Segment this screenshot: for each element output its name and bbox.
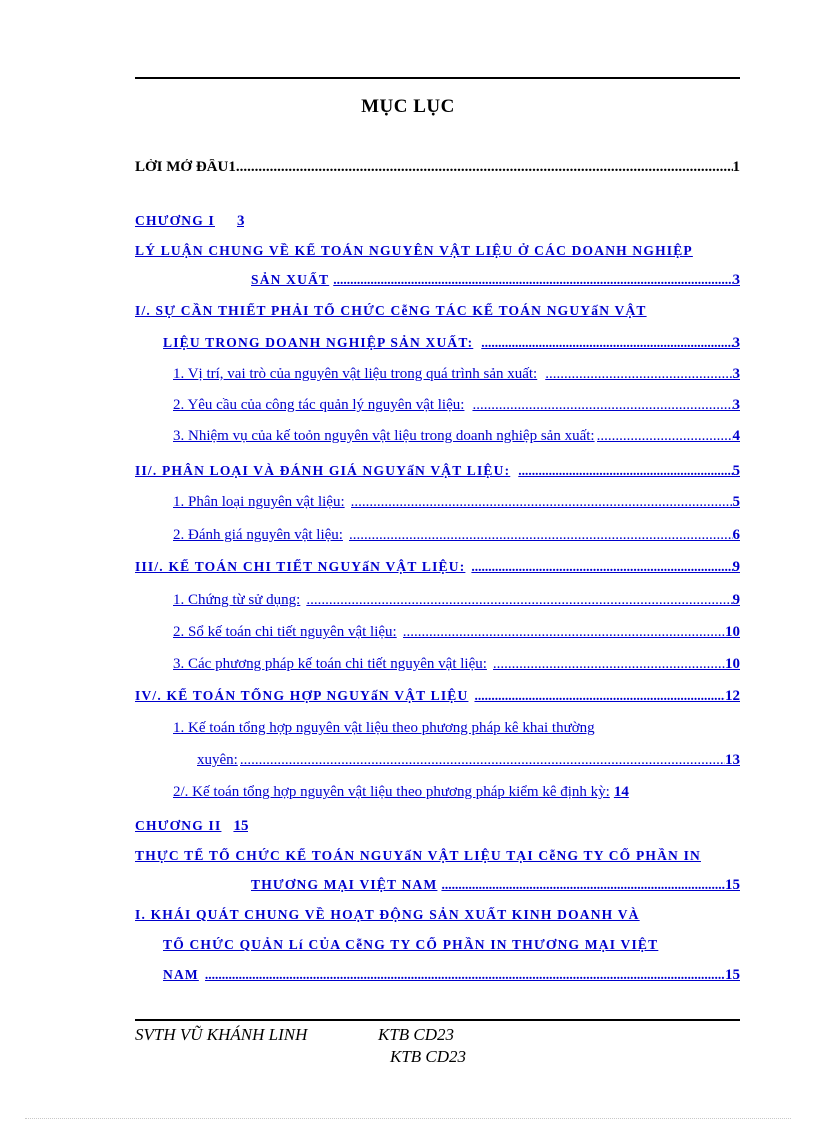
toc-entry-page: 4 (732, 428, 740, 444)
toc-entry-label: LIỆU TRONG DOANH NGHIỆP SẢN XUẤT: (163, 335, 474, 350)
toc-entry-1-2[interactable] (173, 397, 740, 414)
toc-entry-label: LÝ LUẬN CHUNG VỀ KẾ TOÁN NGUYÊN VẬT LIỆU Ở CÁC DOANH NGHIỆP (135, 243, 693, 258)
toc-entry-chapter-2-title[interactable] (135, 848, 740, 864)
toc-entry-page: 9 (732, 592, 740, 608)
dot-leader (493, 656, 725, 673)
toc-entry-page: 3 (236, 213, 245, 229)
toc-title: MỤC LỤC (361, 96, 455, 117)
toc-entry-2-1[interactable] (173, 494, 740, 511)
footer-rule (135, 1019, 740, 1021)
toc-entry-page: 3 (732, 366, 740, 382)
toc-entry-page: 15 (233, 818, 249, 834)
toc-entry-page: 5 (732, 463, 740, 479)
toc-entry-section-4[interactable] (135, 688, 740, 705)
toc-entry-page: 15 (725, 967, 740, 983)
toc-entry-label: II/. PHÂN LOẠI VÀ ĐÁNH GIÁ NGUYấN VẬT LIỆU: (135, 463, 511, 478)
dot-leader (306, 592, 732, 609)
dot-leader (351, 494, 733, 511)
dot-leader (472, 397, 732, 414)
toc-entry-ch2-section-1-cont[interactable] (163, 937, 740, 953)
dot-leader (474, 688, 725, 704)
toc-entry-chapter-2[interactable] (135, 818, 248, 835)
toc-entry-ch2-section-1[interactable] (135, 907, 723, 923)
toc-entry-section-1[interactable] (135, 303, 740, 319)
toc-entry-chapter-2-title-cont[interactable] (251, 877, 740, 894)
toc-entry-page: 1 (732, 159, 740, 175)
toc-entry-page: 14 (613, 784, 629, 800)
dot-leader (518, 463, 732, 479)
toc-entry-page: 6 (732, 527, 740, 543)
dot-leader (240, 752, 725, 769)
footer-author: SVTH VŨ KHÁNH LINH (135, 1025, 308, 1044)
toc-entry-label: CHƯƠNG I (135, 213, 215, 228)
toc-entry-3-2[interactable] (173, 624, 740, 641)
toc-entry-1-1[interactable] (173, 366, 740, 383)
toc-entry-4-2[interactable] (173, 784, 753, 801)
toc-entry-label: SẢN XUẤT (251, 272, 330, 287)
toc-entry-label: THƯƠNG MẠI VIỆT NAM (251, 877, 438, 892)
dot-leader (597, 428, 733, 445)
toc-entry-preface[interactable] (135, 159, 740, 176)
header-rule (135, 77, 740, 79)
toc-entry-label: 1. Vị trí, vai trò của nguyên vật liệu trong quá trình sản xuất: (173, 366, 538, 382)
toc-entry-page: 12 (725, 688, 740, 704)
toc-entry-section-1-cont[interactable] (163, 335, 740, 352)
toc-entry-page: 15 (725, 877, 740, 893)
toc-entry-chapter-1[interactable] (135, 213, 244, 230)
dot-leader (236, 159, 733, 176)
toc-entry-label: 3. Các phương pháp kế toán chi tiết nguyên vật liệu: (173, 656, 487, 672)
toc-entry-chapter-1-title-cont[interactable] (251, 272, 740, 289)
toc-entry-label: 1. Phân loại nguyên vật liệu: (173, 494, 345, 510)
toc-entry-label: IV/. KẾ TOÁN TỔNG HỢP NGUYấN VẬT LIỆU (135, 688, 469, 703)
toc-entry-2-2[interactable] (173, 527, 740, 544)
dot-leader (481, 335, 732, 351)
toc-entry-label: TỔ CHỨC QUẢN Lí CỦA CễNG TY CỔ PHẦN IN THƯƠNG MẠI VIỆT (163, 937, 659, 952)
toc-entry-page: 10 (725, 656, 740, 672)
toc-entry-1-3[interactable] (173, 428, 740, 445)
toc-entry-label: CHƯƠNG II (135, 818, 222, 833)
toc-entry-4-1[interactable] (173, 720, 718, 737)
toc-entry-label: 2. Yêu cầu của công tác quản lý nguyên vật liệu: (173, 397, 465, 413)
toc-entry-4-1-cont[interactable] (197, 752, 740, 769)
toc-entry-page: 5 (732, 494, 740, 510)
toc-entry-label: I/. SỰ CẦN THIẾT PHẢI TỔ CHỨC CễNG TÁC KẾ TOÁN NGUYấN VẬT (135, 303, 647, 318)
toc-entry-section-2[interactable] (135, 463, 740, 480)
toc-entry-label: THỰC TẾ TỔ CHỨC KẾ TOÁN NGUYấN VẬT LIỆU TẠI CễNG TY CỔ PHẦN IN (135, 848, 701, 863)
toc-entry-page: 3 (732, 335, 740, 351)
toc-entry-page: 3 (732, 272, 740, 288)
toc-entry-label: 2. Sổ kế toán chi tiết nguyên vật liệu: (173, 624, 397, 640)
dot-leader (471, 559, 732, 575)
page-bottom-border (25, 1118, 791, 1119)
toc-entry-ch2-section-1-end[interactable] (163, 967, 740, 984)
toc-entry-label: III/. KẾ TOÁN CHI TIẾT NGUYấN VẬT LIỆU: (135, 559, 466, 574)
toc-entry-section-3[interactable] (135, 559, 740, 576)
toc-entry-page: 3 (732, 397, 740, 413)
toc-entry-chapter-1-title[interactable] (135, 243, 740, 259)
footer-class-code-repeat: KTB CD23 (390, 1047, 467, 1066)
footer-class-code: KTB CD23 (378, 1025, 455, 1044)
toc-entry-3-1[interactable] (173, 592, 740, 609)
toc-entry-label: 3. Nhiệm vụ của kế toỏn nguyên vật liệu trong doanh nghiệp sản xuất: (173, 428, 595, 444)
dot-leader (349, 527, 733, 544)
toc-entry-label: NAM (163, 967, 199, 982)
dot-leader (403, 624, 725, 641)
dot-leader (441, 877, 725, 893)
toc-entry-label: 2/. Kế toán tổng hợp nguyên vật liệu theo phương pháp kiểm kê định kỳ: (173, 784, 610, 800)
dot-leader (333, 272, 732, 288)
dot-leader (205, 967, 725, 983)
toc-entry-page: 13 (725, 752, 740, 768)
toc-entry-label: I. KHÁI QUÁT CHUNG VỀ HOẠT ĐỘNG SẢN XUẤT KINH DOANH VÀ (135, 907, 640, 922)
toc-entry-page: 9 (732, 559, 740, 575)
dot-leader (545, 366, 732, 383)
toc-entry-label: 1. Chứng từ sử dụng: (173, 592, 301, 608)
toc-entry-page: 10 (725, 624, 740, 640)
toc-entry-label: LỜI MỞ ĐẦU1 (135, 159, 236, 175)
toc-entry-label: xuyên: (197, 752, 238, 768)
toc-entry-label: 2. Đánh giá nguyên vật liệu: (173, 527, 343, 543)
toc-entry-3-3[interactable] (173, 656, 740, 673)
toc-entry-label: 1. Kế toán tổng hợp nguyên vật liệu theo phương pháp kê khai thường (173, 720, 595, 736)
